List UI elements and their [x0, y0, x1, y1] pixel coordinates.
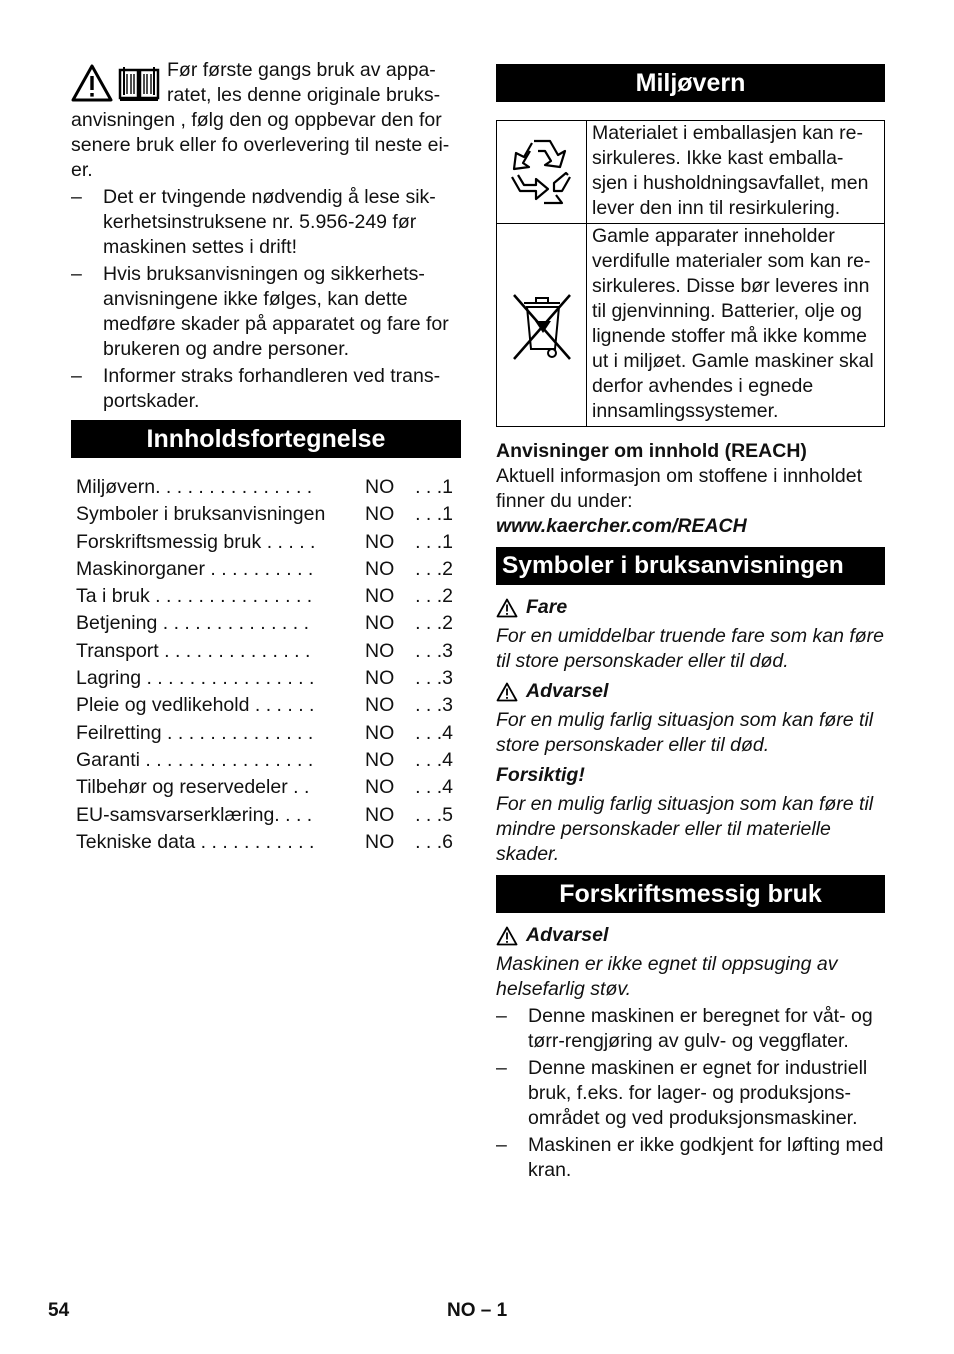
toc-entry-language: NO [365, 557, 395, 580]
toc-entry[interactable] [71, 610, 461, 637]
manual-book-icon [117, 64, 161, 102]
page-number: 54 [48, 1300, 70, 1321]
warning-triangle-icon [71, 64, 113, 102]
warning-triangle-icon [496, 682, 518, 702]
toc-entry[interactable] [71, 720, 461, 747]
right-column [496, 64, 885, 1185]
usage-bullets [496, 1004, 885, 1183]
environment-text-weee: Gamle apparater inneholder verdifulle materialer som kan re- sirkuleres. Disse bør leveres inn til gjenvinning. Batterier, olje og lignende stoffer må ikke komme ut i miljøet. Gamle maskiner skal derfor avhendes i egnede innsamlingssystemer. [592, 225, 874, 422]
fare-heading [496, 595, 885, 620]
toc-entry-label: Maskinorganer . . . . . . . . . . [76, 557, 314, 580]
toc-entry-label: Betjening . . . . . . . . . . . . . . [76, 612, 310, 635]
toc-entry[interactable] [71, 638, 461, 665]
toc-entry-language: NO [365, 803, 395, 826]
toc-entry[interactable] [71, 665, 461, 692]
forsiktig-heading [496, 763, 885, 788]
toc-entry-label: Tilbehør og reservedeler . . [76, 776, 310, 799]
toc-entry-label: EU-samsvarserklæring. . . . [76, 803, 313, 826]
table-of-contents [71, 474, 461, 856]
toc-entry-label: Miljøvern. . . . . . . . . . . . . . . [76, 476, 313, 498]
toc-entry-page: . . .3 [415, 694, 453, 717]
toc-entry-page: . . .2 [415, 557, 453, 580]
toc-entry-language: NO [365, 748, 395, 771]
toc-entry-page: . . .3 [415, 667, 453, 690]
toc-entry-page: . . .1 [415, 476, 453, 498]
toc-entry-page: . . .1 [415, 503, 453, 526]
advarsel-label: Advarsel [526, 680, 609, 702]
toc-entry[interactable] [71, 529, 461, 556]
toc-entry-page: . . .5 [415, 803, 453, 826]
toc-entry-language: NO [365, 639, 395, 662]
toc-entry-label: Lagring . . . . . . . . . . . . . . . . [76, 667, 315, 690]
toc-heading: Innholdsfortegnelse [71, 420, 461, 458]
toc-entry-page: . . .2 [415, 585, 453, 608]
reach-url-link[interactable]: www.kaercher.com/REACH [496, 515, 747, 537]
usage-section [496, 923, 885, 1183]
usage-warning-text: Maskinen er ikke egnet til oppsuging av helsefarlig støv. [496, 953, 838, 1000]
toc-entry-page: . . .3 [415, 639, 453, 662]
toc-entry-label: Garanti . . . . . . . . . . . . . . . . [76, 748, 314, 771]
toc-entry-label: Feilretting . . . . . . . . . . . . . . [76, 721, 314, 744]
list-item: – Denne maskinen er egnet for industriell bruk, f.eks. for lager- og produksjons- området og ved produksjonsmaskiner. [496, 1056, 885, 1131]
environment-heading: Miljøvern [496, 64, 885, 102]
intro-section [71, 58, 461, 414]
advarsel-heading [496, 679, 885, 704]
toc-entry[interactable] [71, 774, 461, 801]
toc-entry[interactable] [71, 583, 461, 610]
recycle-icon [504, 133, 580, 211]
reach-text: Aktuell informasjon om stoffene i innholdet finner du under: [496, 465, 863, 512]
intro-line-3: anvisningen , følg den og oppbevar den for [71, 109, 442, 131]
reach-section [496, 439, 885, 539]
symbols-section [496, 595, 885, 867]
intro-bullets [71, 185, 461, 414]
left-column [71, 58, 461, 856]
forsiktig-text: For en mulig farlig situasjon som kan føre til mindre personskader eller til materielle skader. [496, 793, 874, 865]
warning-triangle-icon [496, 598, 518, 618]
toc-entry-label: Transport . . . . . . . . . . . . . . [76, 639, 311, 662]
list-item: – Denne maskinen er beregnet for våt- og tørr-rengjøring av gulv- og veggflater. [496, 1004, 885, 1054]
usage-warning-heading [496, 923, 885, 948]
toc-entry-label: Pleie og vedlikehold . . . . . . [76, 694, 315, 717]
symbols-heading: Symboler i bruksanvisningen [496, 547, 885, 585]
section-page-number: NO – 1 [447, 1300, 508, 1321]
toc-entry-page: . . .4 [415, 721, 453, 744]
intro-line-1: Før første gangs bruk av appa- [167, 59, 436, 81]
toc-entry[interactable] [71, 747, 461, 774]
usage-heading: Forskriftsmessig bruk [496, 875, 885, 913]
toc-entry-language: NO [365, 612, 395, 635]
list-item: – Maskinen er ikke godkjent for løfting med kran. [496, 1133, 885, 1183]
toc-entry-label: Symboler i bruksanvisningen [76, 503, 326, 526]
advarsel-text: For en mulig farlig situasjon som kan føre til store personskader eller til død. [496, 709, 874, 756]
intro-icons [71, 64, 163, 104]
usage-warning-label: Advarsel [526, 924, 609, 946]
toc-entry[interactable] [71, 829, 461, 856]
toc-entry-language: NO [365, 721, 395, 744]
environment-text-recycle: Materialet i emballasjen kan re- sirkuleres. Ikke kast emballa- sjen i husholdningsavfallet, men lever den inn til resirkulering. [592, 122, 869, 219]
toc-entry-language: NO [365, 476, 395, 498]
intro-line-5: er. [71, 159, 93, 181]
crossed-bin-icon [510, 285, 574, 365]
warning-triangle-icon [496, 926, 518, 946]
forsiktig-label: Forsiktig! [496, 764, 585, 786]
list-item: – Hvis bruksanvisningen og sikkerhets- anvisningene ikke følges, kan dette medføre skader på apparatet og fare for brukeren og andre personer. [71, 262, 461, 362]
toc-entry-page: . . .4 [415, 776, 453, 799]
toc-entry-language: NO [365, 667, 395, 690]
environment-row-weee [497, 224, 884, 426]
toc-entry-page: . . .4 [415, 748, 453, 771]
list-item: – Informer straks forhandleren ved trans- portskader. [71, 364, 461, 414]
toc-entry-language: NO [365, 830, 395, 853]
toc-entry-label: Forskriftsmessig bruk . . . . . [76, 530, 316, 553]
toc-entry-language: NO [365, 530, 395, 553]
toc-entry-language: NO [365, 776, 395, 799]
environment-table [496, 120, 885, 427]
toc-entry-page: . . .6 [415, 830, 453, 853]
recycle-icon-cell [497, 121, 587, 223]
toc-entry[interactable] [71, 802, 461, 829]
toc-entry-page: . . .1 [415, 530, 453, 553]
fare-label: Fare [526, 596, 568, 618]
toc-entry-label: Tekniske data . . . . . . . . . . . [76, 830, 315, 853]
toc-entry[interactable] [71, 692, 461, 719]
toc-entry-language: NO [365, 694, 395, 717]
fare-text: For en umiddelbar truende fare som kan føre til store personskader eller til død. [496, 625, 885, 672]
toc-entry-language: NO [365, 503, 395, 526]
reach-heading: Anvisninger om innhold (REACH) [496, 440, 807, 462]
intro-line-4: senere bruk eller fo overlevering til neste ei- [71, 134, 450, 156]
toc-entry[interactable] [71, 556, 461, 583]
toc-entry-label: Ta i bruk . . . . . . . . . . . . . . . [76, 585, 313, 608]
list-item: – Det er tvingende nødvendig å lese sik- kerhetsinstruksene nr. 5.956-249 før maskinen settes i drift! [71, 185, 461, 260]
crossed-bin-icon-cell [497, 224, 587, 426]
toc-entry-language: NO [365, 585, 395, 608]
environment-row-recycle [497, 121, 884, 224]
toc-entry[interactable] [71, 474, 461, 501]
toc-entry[interactable] [71, 501, 461, 528]
toc-entry-page: . . .2 [415, 612, 453, 635]
intro-line-2: ratet, les denne originale bruks- [167, 84, 441, 106]
